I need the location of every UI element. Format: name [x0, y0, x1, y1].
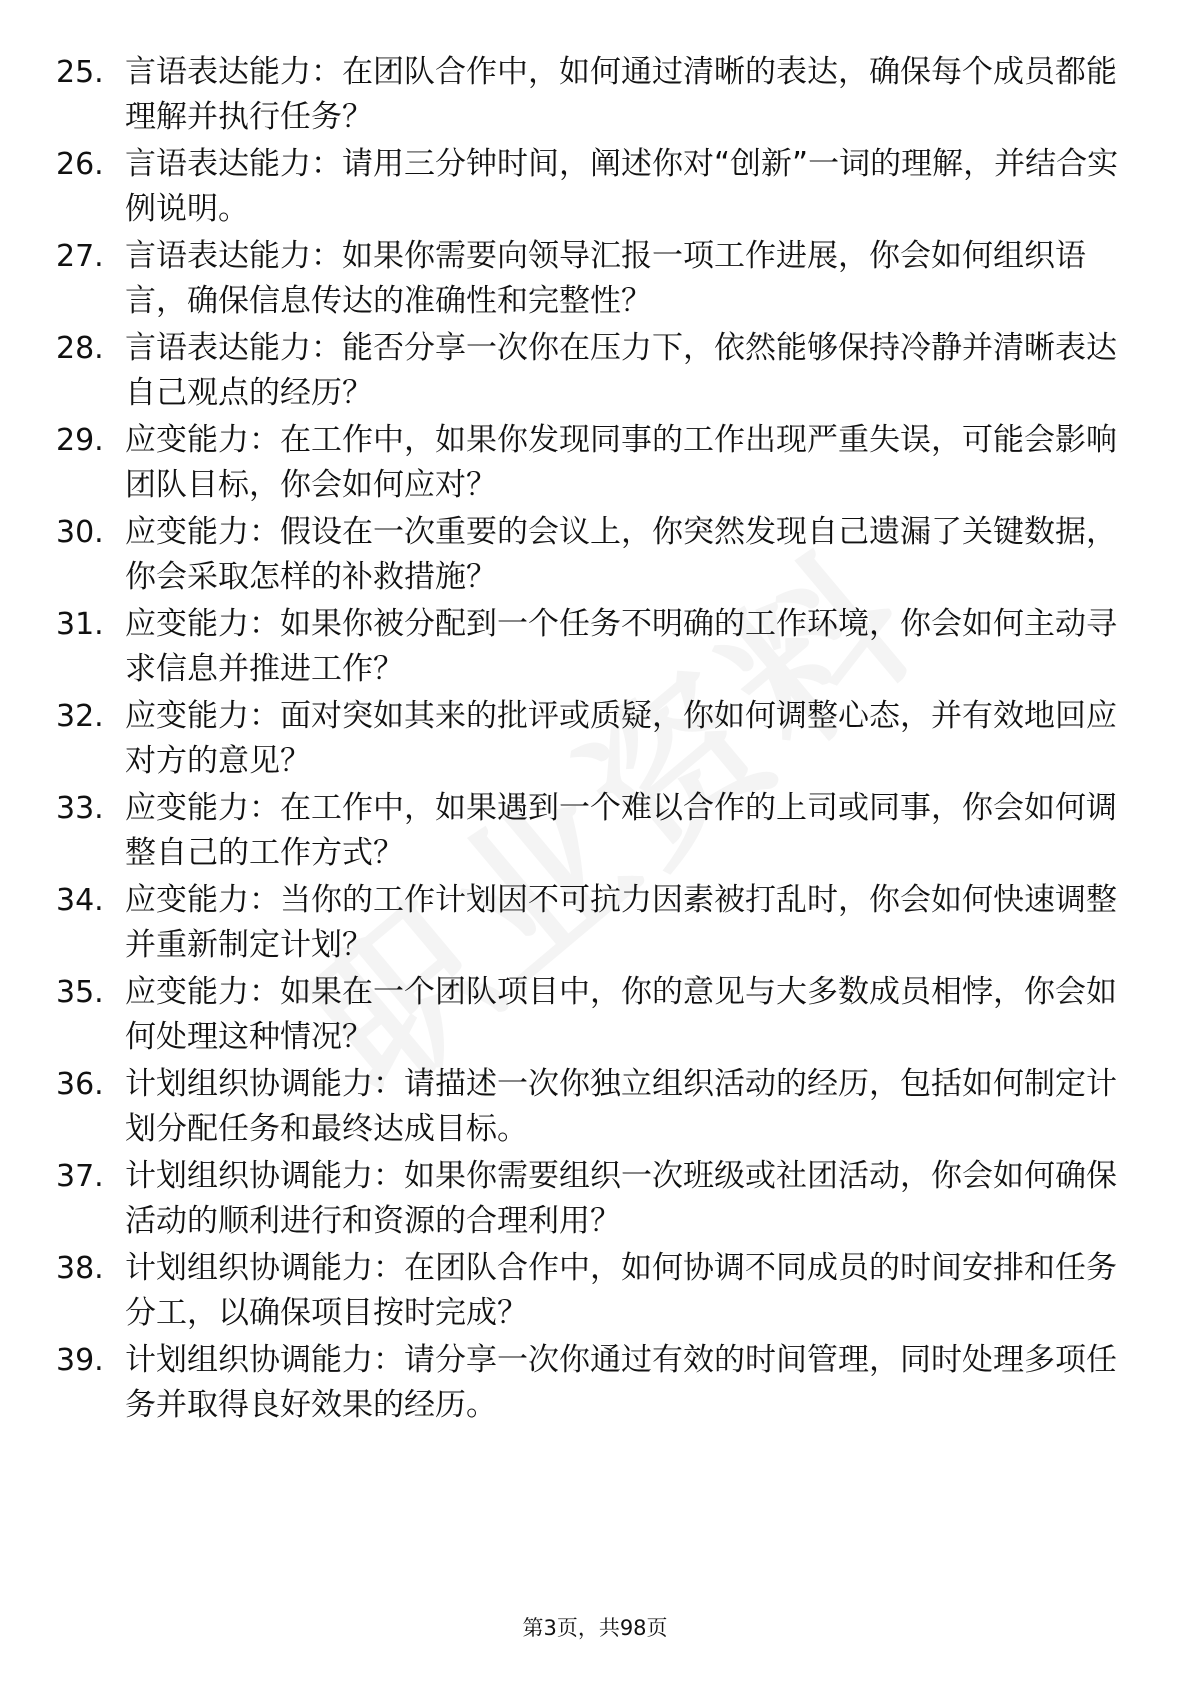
question-item	[0, 602, 1190, 694]
question-number: 34.	[56, 883, 104, 918]
question-item	[0, 878, 1190, 970]
question-number: 27.	[56, 239, 104, 274]
question-item	[0, 142, 1190, 234]
question-item	[0, 1338, 1190, 1430]
question-text: 计划组织协调能力：请描述一次你独立组织活动的经历，包括如何制定计划分配任务和最终达成目标。	[125, 1066, 1117, 1147]
question-text: 言语表达能力：请用三分钟时间，阐述你对“创新”一词的理解，并结合实例说明。	[125, 146, 1119, 227]
question-number: 38.	[56, 1251, 104, 1286]
question-item	[0, 50, 1190, 142]
question-list	[0, 50, 1190, 1430]
question-item	[0, 786, 1190, 878]
question-item	[0, 1062, 1190, 1154]
question-number: 36.	[56, 1067, 104, 1102]
question-text: 言语表达能力：如果你需要向领导汇报一项工作进展，你会如何组织语言，确保信息传达的准确性和完整性？	[125, 238, 1086, 319]
question-text: 应变能力：假设在一次重要的会议上，你突然发现自己遗漏了关键数据，你会采取怎样的补救措施？	[125, 514, 1117, 595]
question-item	[0, 326, 1190, 418]
question-number: 37.	[56, 1159, 104, 1194]
question-number: 39.	[56, 1343, 104, 1378]
question-number: 26.	[56, 147, 104, 182]
question-number: 33.	[56, 791, 104, 826]
question-number: 32.	[56, 699, 104, 734]
question-number: 31.	[56, 607, 104, 642]
question-text: 计划组织协调能力：如果你需要组织一次班级或社团活动，你会如何确保活动的顺利进行和资源的合理利用？	[125, 1158, 1117, 1239]
question-item	[0, 1246, 1190, 1338]
question-text: 应变能力：如果在一个团队项目中，你的意见与大多数成员相悖，你会如何处理这种情况？	[125, 974, 1117, 1055]
page-footer: 第3页，共98页	[522, 1616, 668, 1640]
question-item	[0, 694, 1190, 786]
question-number: 28.	[56, 331, 104, 366]
question-text: 应变能力：如果你被分配到一个任务不明确的工作环境，你会如何主动寻求信息并推进工作？	[125, 606, 1117, 687]
question-item	[0, 234, 1190, 326]
question-item	[0, 1154, 1190, 1246]
question-text: 应变能力：当你的工作计划因不可抗力因素被打乱时，你会如何快速调整并重新制定计划？	[125, 882, 1117, 963]
question-text: 应变能力：在工作中，如果你发现同事的工作出现严重失误，可能会影响团队目标，你会如何应对？	[125, 422, 1117, 503]
question-text: 应变能力：面对突如其来的批评或质疑，你如何调整心态，并有效地回应对方的意见？	[125, 698, 1117, 779]
question-item	[0, 510, 1190, 602]
question-number: 25.	[56, 55, 104, 90]
question-item	[0, 418, 1190, 510]
question-item	[0, 970, 1190, 1062]
question-text: 应变能力：在工作中，如果遇到一个难以合作的上司或同事，你会如何调整自己的工作方式？	[125, 790, 1117, 871]
question-number: 30.	[56, 515, 104, 550]
question-text: 计划组织协调能力：请分享一次你通过有效的时间管理，同时处理多项任务并取得良好效果的经历。	[125, 1342, 1117, 1423]
question-text: 言语表达能力：在团队合作中，如何通过清晰的表达，确保每个成员都能理解并执行任务？	[125, 54, 1117, 135]
question-number: 29.	[56, 423, 104, 458]
question-text: 计划组织协调能力：在团队合作中，如何协调不同成员的时间安排和任务分工，以确保项目按时完成？	[125, 1250, 1117, 1331]
question-text: 言语表达能力：能否分享一次你在压力下，依然能够保持冷静并清晰表达自己观点的经历？	[125, 330, 1117, 411]
question-number: 35.	[56, 975, 104, 1010]
